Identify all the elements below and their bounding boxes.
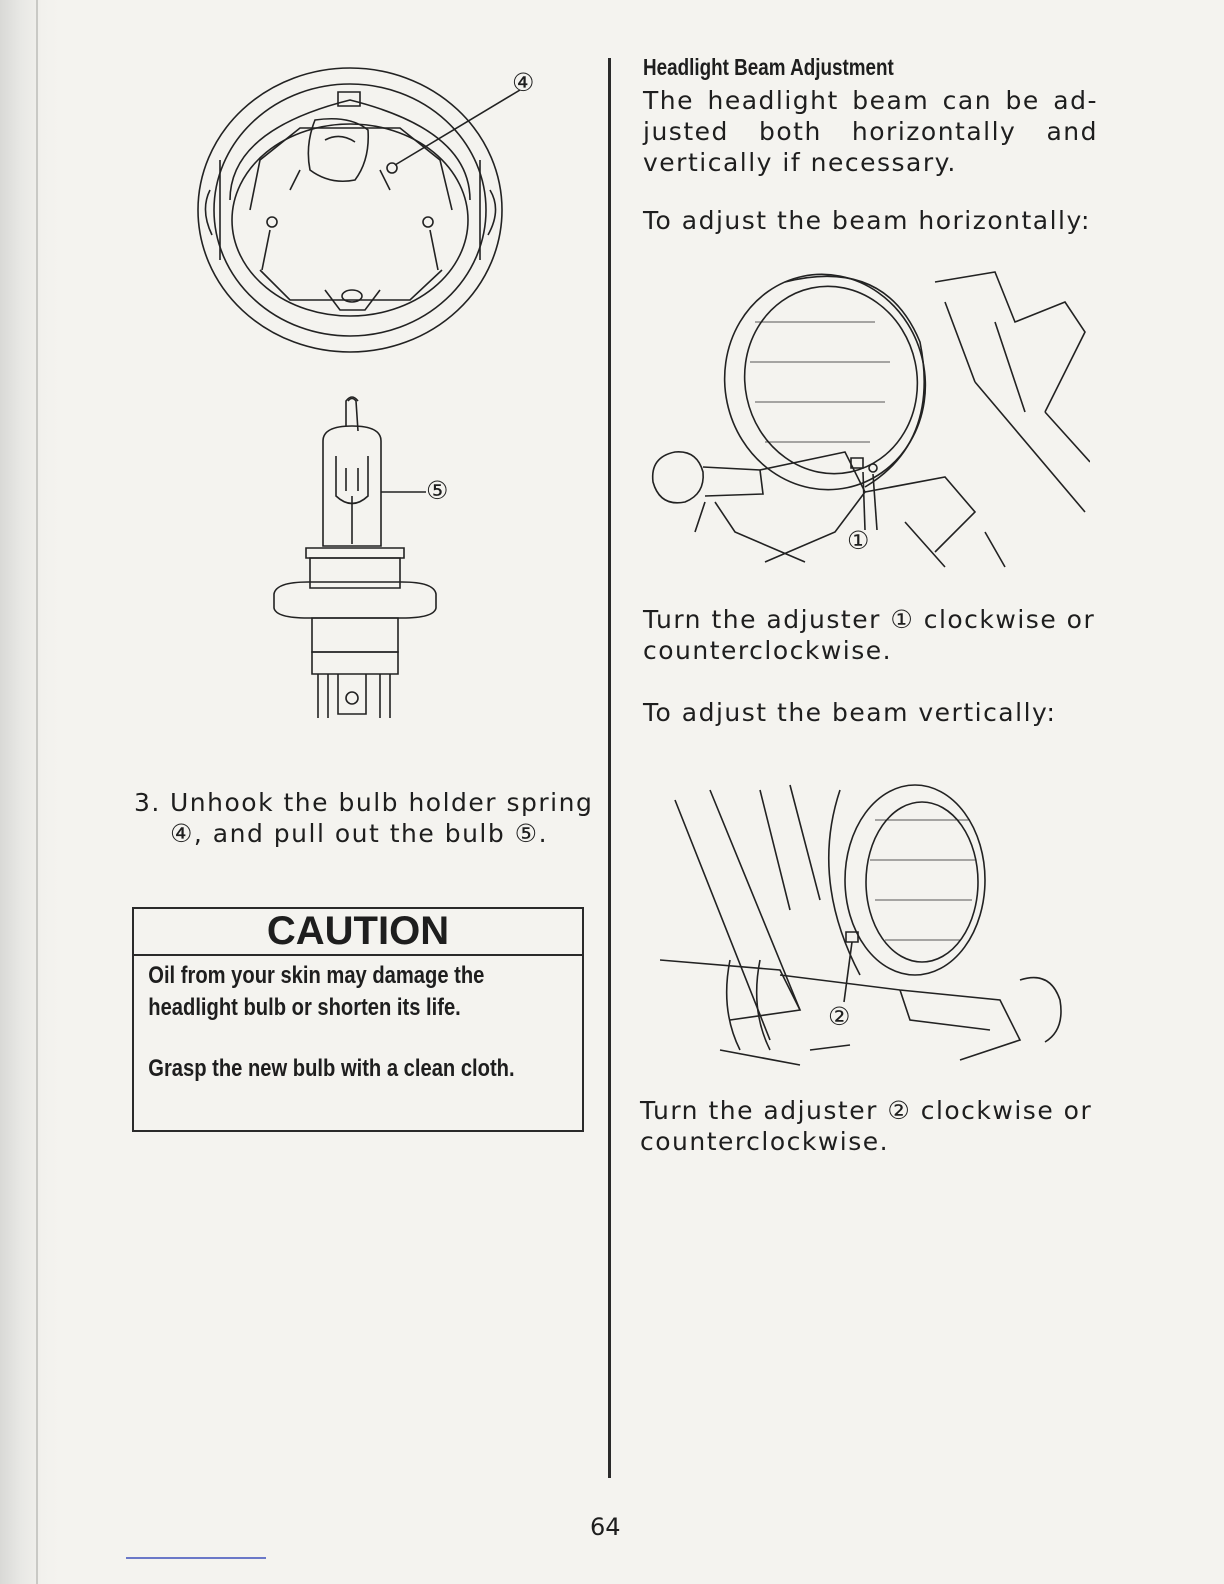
vertical-label: To adjust the beam vertically: bbox=[643, 698, 1057, 727]
step-number: 3. bbox=[134, 788, 161, 817]
bulb-holder-figure bbox=[190, 60, 550, 360]
step-3-text bbox=[134, 787, 604, 849]
intro-paragraph bbox=[643, 85, 1098, 178]
step-line-1: Unhook the bulb holder spring bbox=[170, 788, 594, 817]
vertical-instruction: Turn the adjuster ② clockwise or counterclockwise. bbox=[640, 1096, 1093, 1156]
step-line-2: ④, and pull out the bulb ⑤. bbox=[170, 819, 549, 848]
horizontal-adjuster-figure bbox=[645, 262, 1090, 572]
section-heading: Headlight Beam Adjustment bbox=[643, 54, 894, 80]
horizontal-label: To adjust the beam horizontally: bbox=[643, 206, 1091, 235]
intro-line-2: justed both horizontally and bbox=[643, 117, 1098, 146]
intro-line-1: The headlight beam can be ad- bbox=[643, 86, 1098, 115]
callout-4: ④ bbox=[512, 68, 535, 97]
callout-5: ⑤ bbox=[426, 476, 449, 505]
bulb-figure bbox=[268, 396, 468, 726]
page-number: 64 bbox=[590, 1513, 621, 1541]
caution-text-2: Grasp the new bulb with a clean cloth. bbox=[148, 1055, 515, 1082]
caution-box bbox=[132, 907, 584, 1132]
binding-fold-line bbox=[36, 0, 38, 1584]
column-divider bbox=[608, 58, 611, 1478]
caution-text-1: Oil from your skin may damage the headlight bulb or shorten its life. bbox=[148, 962, 485, 1021]
caution-title: CAUTION bbox=[134, 909, 582, 956]
caution-body bbox=[134, 956, 588, 1085]
intro-line-3: vertically if necessary. bbox=[643, 148, 957, 177]
vertical-adjuster-figure bbox=[660, 780, 1080, 1070]
footer-mark bbox=[126, 1557, 266, 1559]
callout-2: ② bbox=[828, 1002, 851, 1031]
callout-1: ① bbox=[847, 526, 870, 555]
horizontal-instruction: Turn the adjuster ① clockwise or counterclockwise. bbox=[643, 605, 1096, 665]
page-binding-edge bbox=[0, 0, 60, 1584]
